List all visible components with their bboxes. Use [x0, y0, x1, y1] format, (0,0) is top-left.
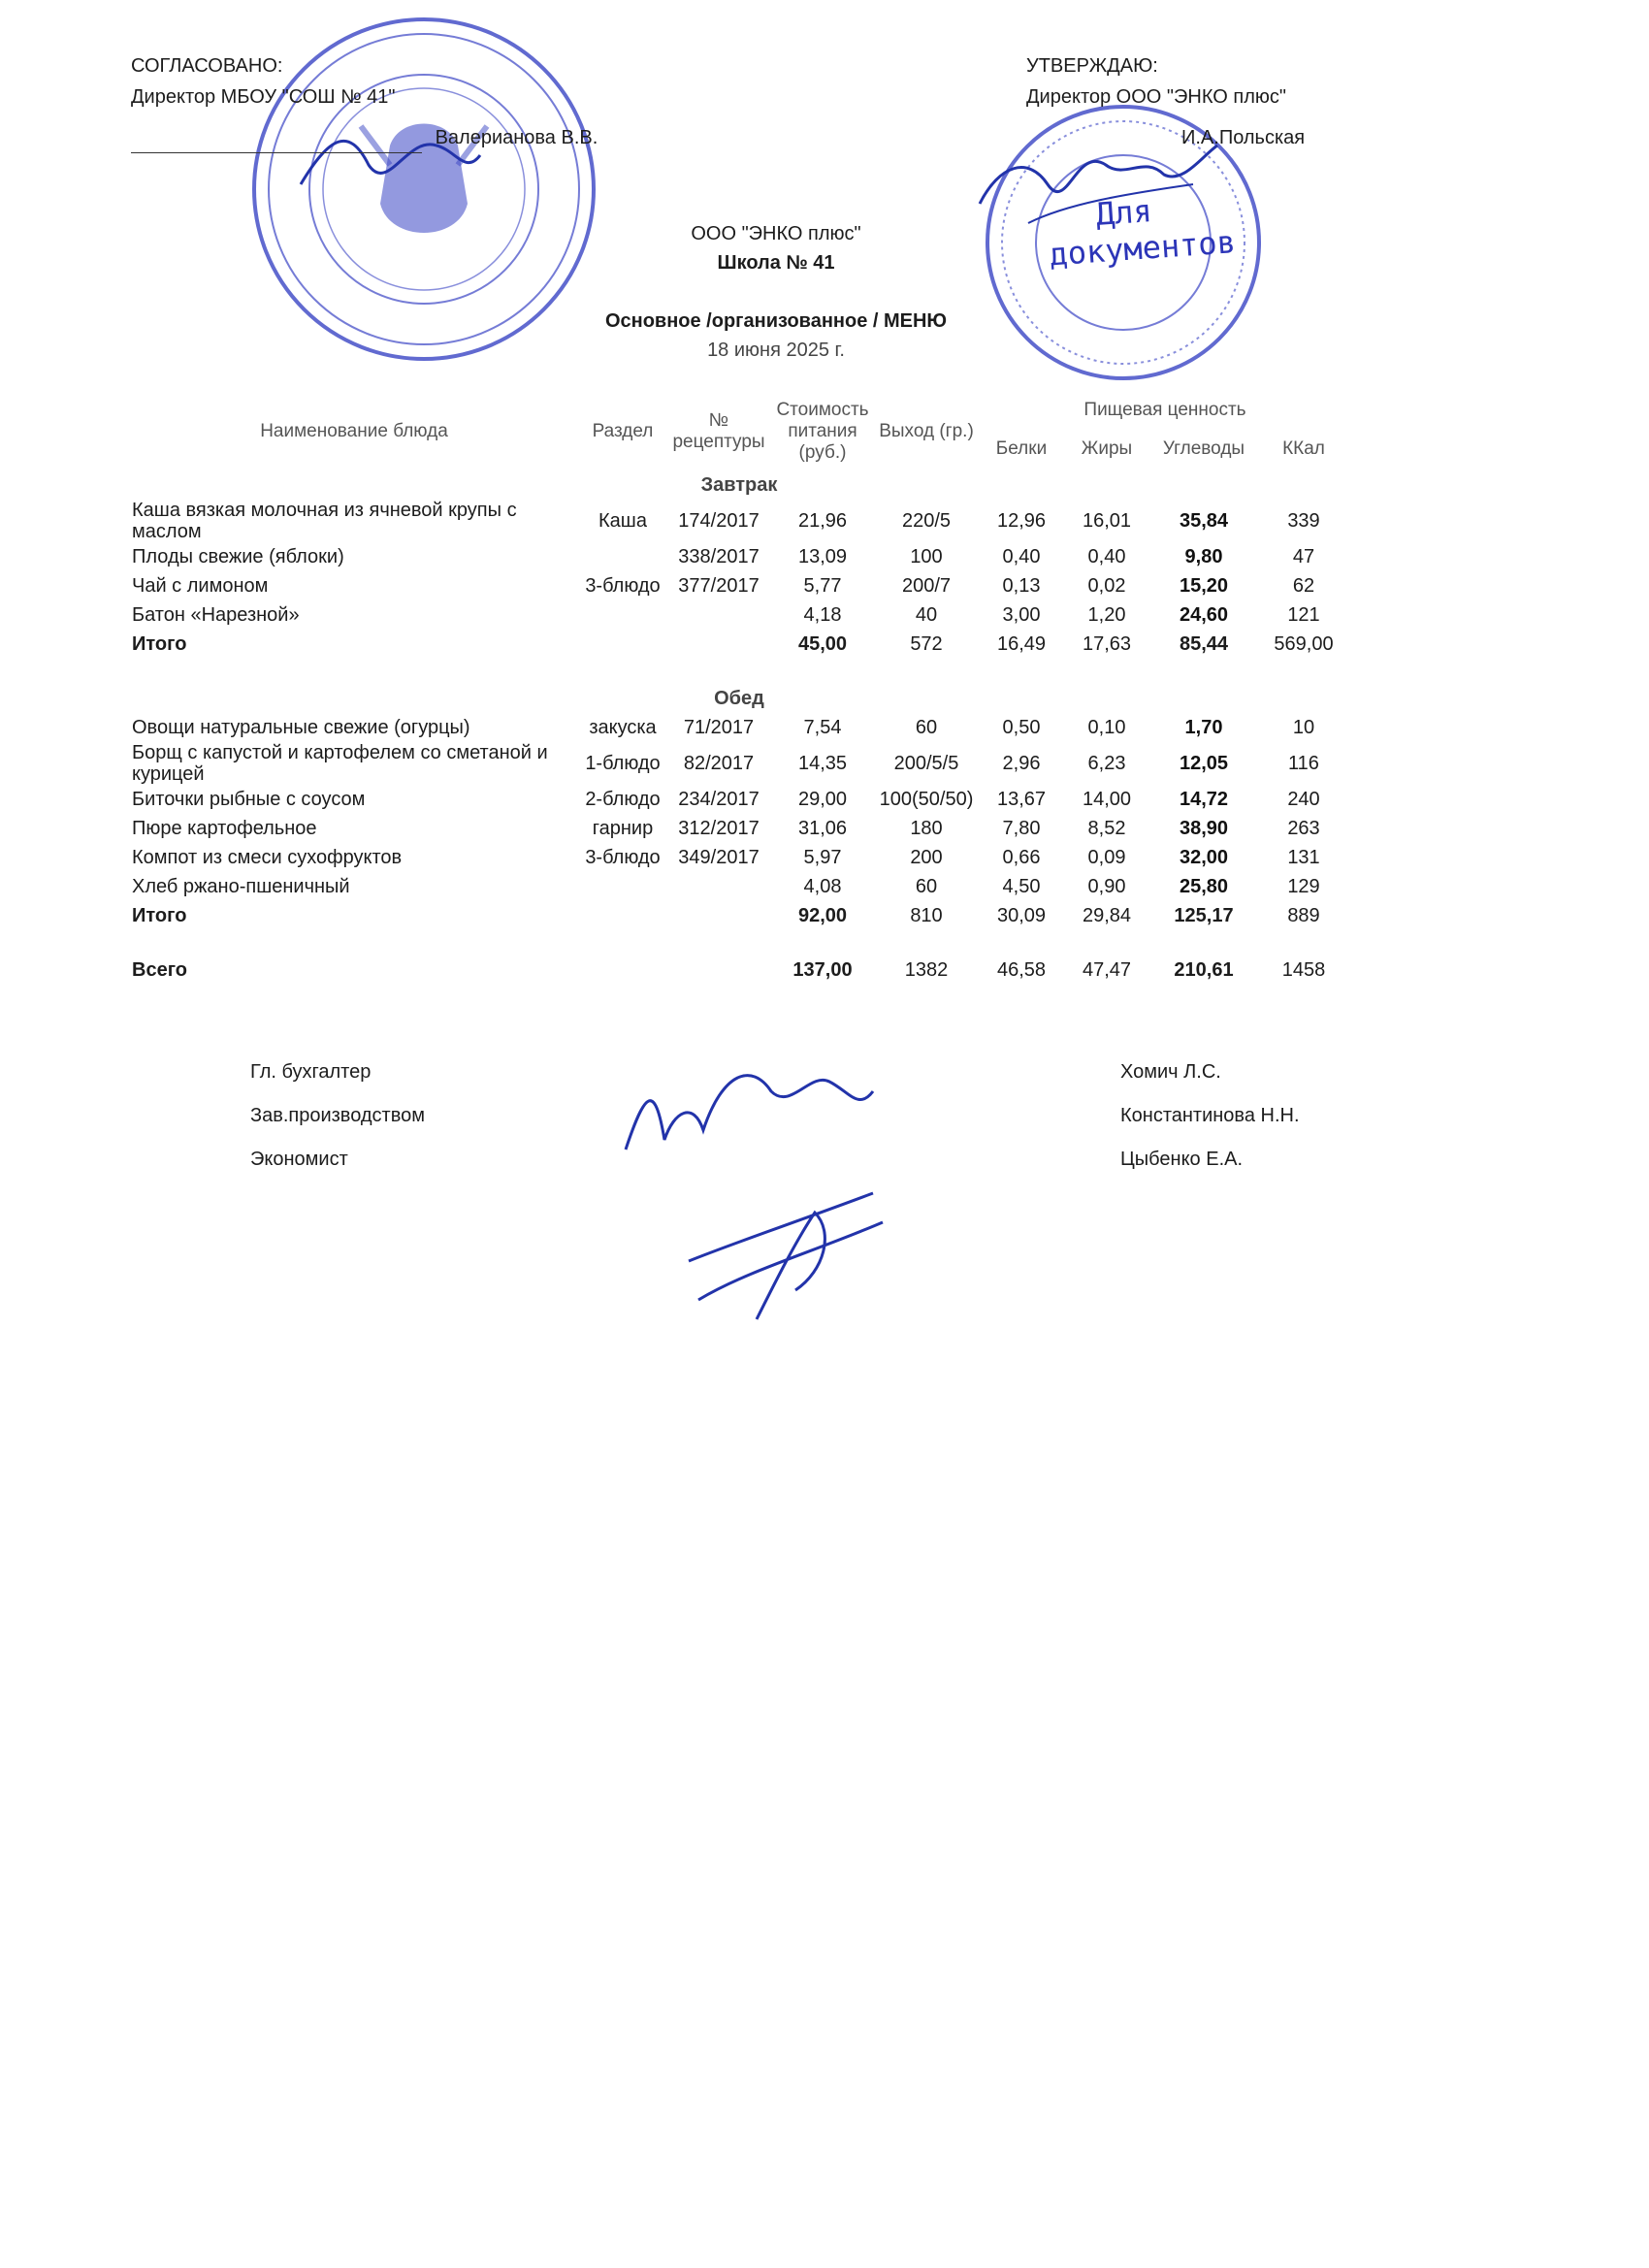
total-yield: 1382	[904, 959, 949, 981]
cell-fat: 14,00	[1082, 789, 1132, 810]
spacer-row	[128, 659, 1350, 684]
menu-table-body	[128, 470, 1350, 985]
cell-kcal: 339	[1287, 510, 1320, 532]
spacer-cell	[128, 659, 1350, 684]
sig-title-accountant: Гл. бухгалтер	[250, 1061, 372, 1083]
cell-cost: 4,18	[803, 604, 842, 626]
left-signature-line	[131, 131, 422, 153]
total-fat: 29,84	[1082, 905, 1132, 926]
cell-fat: 16,01	[1082, 510, 1132, 532]
cell-section	[580, 872, 665, 901]
cell-kcal: 131	[1287, 847, 1320, 868]
cell-yield: 60	[915, 717, 938, 738]
cell-kcal: 121	[1287, 604, 1320, 626]
cell-recipe: 71/2017	[683, 717, 755, 738]
total-protein: 30,09	[996, 905, 1047, 926]
cell-carbs: 24,60	[1179, 604, 1229, 626]
table-row	[128, 785, 1350, 814]
section-label-row	[128, 684, 1350, 713]
cell-name: Каша вязкая молочная из ячневой крупы с маслом	[132, 500, 517, 542]
cell-cost: 7,54	[803, 717, 842, 738]
table-row	[128, 600, 1350, 630]
header-section: Раздел	[592, 421, 654, 441]
cell-cost: 29,00	[797, 789, 848, 810]
cell-section: 3-блюдо	[585, 575, 661, 597]
sig-title-production: Зав.производством	[250, 1105, 425, 1126]
total-empty	[580, 630, 665, 659]
cell-cost: 5,77	[803, 575, 842, 597]
spacer-row	[128, 930, 1350, 956]
menu-title: Основное /организованное / МЕНЮ	[604, 310, 948, 332]
approval-right-name: И.А.Польская	[1181, 127, 1306, 148]
sig-person-production: Константинова Н.Н.	[1120, 1105, 1300, 1126]
cell-kcal: 47	[1292, 546, 1315, 567]
table-row	[128, 500, 1350, 542]
cell-kcal: 263	[1287, 818, 1320, 839]
cell-name: Чай с лимоном	[132, 575, 269, 597]
cell-yield: 180	[910, 818, 943, 839]
cell-name: Плоды свежие (яблоки)	[132, 546, 344, 567]
total-empty	[665, 901, 772, 930]
chief-accountant-signature	[616, 1053, 878, 1169]
cell-cost: 13,09	[797, 546, 848, 567]
section-label-row	[128, 470, 1350, 500]
total-kcal: 889	[1287, 905, 1320, 926]
cell-cost: 4,08	[803, 876, 842, 897]
cell-carbs: 25,80	[1179, 876, 1229, 897]
cell-carbs: 32,00	[1179, 847, 1229, 868]
cell-carbs: 9,80	[1184, 546, 1223, 567]
table-row	[128, 571, 1350, 600]
cell-section: гарнир	[592, 818, 654, 839]
approval-left-title: СОГЛАСОВАНО:	[131, 55, 283, 77]
header-cost: Стоимость питания (руб.)	[776, 400, 869, 463]
menu-table	[128, 393, 1350, 985]
cell-name: Компот из смеси сухофруктов	[132, 847, 403, 868]
cell-yield: 200/7	[901, 575, 952, 597]
cell-yield: 100	[910, 546, 943, 567]
total-carbs: 210,61	[1174, 959, 1234, 981]
table-row	[128, 843, 1350, 872]
cell-fat: 1,20	[1087, 604, 1126, 626]
total-cost: 45,00	[797, 633, 848, 655]
cell-kcal: 62	[1292, 575, 1315, 597]
cell-yield: 200/5/5	[893, 753, 959, 774]
total-kcal: 569,00	[1274, 633, 1334, 655]
cell-kcal: 10	[1292, 717, 1315, 738]
approval-left-position: Директор МБОУ "СОШ № 41"	[131, 86, 396, 108]
cell-protein: 4,50	[1002, 876, 1041, 897]
cell-section	[580, 600, 665, 630]
header-kcal: ККал	[1282, 438, 1325, 459]
cell-carbs: 1,70	[1184, 717, 1223, 738]
total-protein: 16,49	[996, 633, 1047, 655]
cell-yield: 200	[910, 847, 943, 868]
total-cost: 92,00	[797, 905, 848, 926]
approval-right	[1026, 50, 1305, 153]
table-header-row	[128, 393, 1350, 428]
cell-fat: 0,40	[1087, 546, 1126, 567]
cell-name: Хлеб ржано-пшеничный	[132, 876, 350, 897]
cell-protein: 0,66	[1002, 847, 1041, 868]
header-yield: Выход (гр.)	[879, 421, 974, 441]
table-row	[128, 742, 1350, 785]
total-cost: 137,00	[792, 959, 853, 981]
table-row	[128, 872, 1350, 901]
total-carbs: 85,44	[1179, 633, 1229, 655]
total-fat: 17,63	[1082, 633, 1132, 655]
cell-kcal: 116	[1288, 753, 1319, 774]
cell-carbs: 35,84	[1179, 510, 1229, 532]
sig-person-accountant: Хомич Л.С.	[1120, 1061, 1221, 1083]
stamp-inner-text: Для документов	[1048, 192, 1238, 274]
total-carbs: 125,17	[1174, 905, 1234, 926]
total-yield: 810	[910, 905, 943, 926]
cell-yield: 100(50/50)	[879, 789, 974, 810]
cell-section: 2-блюдо	[585, 789, 661, 810]
cell-cost: 31,06	[797, 818, 848, 839]
cell-name: Пюре картофельное	[132, 818, 317, 839]
section-label: Завтрак	[700, 474, 778, 496]
total-label: Итого	[132, 633, 187, 655]
table-row	[128, 542, 1350, 571]
cell-recipe: 338/2017	[678, 546, 760, 567]
cell-recipe: 234/2017	[678, 789, 760, 810]
cell-section: закуска	[589, 717, 657, 738]
cell-yield: 40	[915, 604, 938, 626]
cell-section: 3-блюдо	[585, 847, 661, 868]
total-row	[128, 630, 1350, 659]
cell-protein: 2,96	[1002, 753, 1041, 774]
cell-kcal: 129	[1287, 876, 1320, 897]
menu-date: 18 июня 2025 г.	[707, 340, 845, 361]
header-protein: Белки	[995, 438, 1048, 459]
org-name: ООО "ЭНКО плюс"	[691, 223, 861, 244]
cell-name: Биточки рыбные с соусом	[132, 789, 366, 810]
cell-protein: 12,96	[996, 510, 1047, 532]
cell-yield: 220/5	[901, 510, 952, 532]
cell-yield: 60	[915, 876, 938, 897]
cell-recipe: 312/2017	[678, 818, 760, 839]
total-yield: 572	[910, 633, 943, 655]
cell-protein: 0,40	[1002, 546, 1041, 567]
cell-name: Овощи натуральные свежие (огурцы)	[132, 717, 470, 738]
cell-cost: 21,96	[797, 510, 848, 532]
total-empty	[580, 956, 665, 985]
school-name: Школа № 41	[717, 252, 835, 274]
cell-carbs: 38,90	[1179, 818, 1229, 839]
cell-recipe	[665, 600, 772, 630]
header-nutrition: Пищевая ценность	[1083, 400, 1246, 420]
cell-cost: 5,97	[803, 847, 842, 868]
cell-section: 1-блюдо	[585, 753, 661, 774]
table-row	[128, 713, 1350, 742]
economist-signature	[679, 1183, 892, 1329]
cell-cost: 14,35	[797, 753, 848, 774]
cell-kcal: 240	[1287, 789, 1320, 810]
cell-protein: 7,80	[1002, 818, 1041, 839]
cell-protein: 3,00	[1002, 604, 1041, 626]
cell-carbs: 14,72	[1179, 789, 1229, 810]
cell-protein: 0,13	[1002, 575, 1041, 597]
cell-recipe: 349/2017	[678, 847, 760, 868]
sig-title-economist: Экономист	[250, 1149, 348, 1170]
cell-section: Каша	[598, 510, 647, 532]
cell-fat: 6,23	[1087, 753, 1126, 774]
cell-name: Батон «Нарезной»	[132, 604, 300, 626]
cell-carbs: 12,05	[1179, 753, 1229, 774]
approval-right-position: Директор ООО "ЭНКО плюс"	[1026, 86, 1286, 108]
cell-recipe	[665, 872, 772, 901]
header-name: Наименование блюда	[260, 421, 448, 441]
cell-fat: 0,09	[1087, 847, 1126, 868]
approval-right-title: УТВЕРЖДАЮ:	[1026, 55, 1158, 77]
total-empty	[665, 956, 772, 985]
spacer-cell	[128, 930, 1350, 956]
approval-left	[131, 50, 598, 153]
total-protein: 46,58	[996, 959, 1047, 981]
section-label: Обед	[714, 688, 764, 709]
cell-recipe: 174/2017	[678, 510, 760, 532]
cell-fat: 0,02	[1087, 575, 1126, 597]
cell-recipe: 377/2017	[678, 575, 760, 597]
total-row	[128, 901, 1350, 930]
cell-protein: 0,50	[1002, 717, 1041, 738]
cell-section	[580, 542, 665, 571]
table-row	[128, 814, 1350, 843]
total-empty	[580, 901, 665, 930]
total-label: Всего	[132, 959, 187, 981]
sig-person-economist: Цыбенко Е.А.	[1120, 1149, 1244, 1170]
total-kcal: 1458	[1281, 959, 1326, 981]
cell-fat: 8,52	[1087, 818, 1126, 839]
cell-carbs: 15,20	[1179, 575, 1229, 597]
header-carbs: Углеводы	[1162, 438, 1245, 459]
header-fat: Жиры	[1081, 438, 1133, 459]
cell-protein: 13,67	[996, 789, 1047, 810]
total-row	[128, 956, 1350, 985]
cell-fat: 0,90	[1087, 876, 1126, 897]
total-fat: 47,47	[1082, 959, 1132, 981]
total-empty	[665, 630, 772, 659]
total-label: Итого	[132, 905, 187, 926]
approval-left-name: Валерианова В.В.	[435, 127, 598, 148]
cell-fat: 0,10	[1087, 717, 1126, 738]
cell-recipe: 82/2017	[683, 753, 755, 774]
header-recipe: № рецептуры	[672, 410, 765, 452]
cell-name: Борщ с капустой и картофелем со сметаной и курицей	[132, 742, 548, 785]
